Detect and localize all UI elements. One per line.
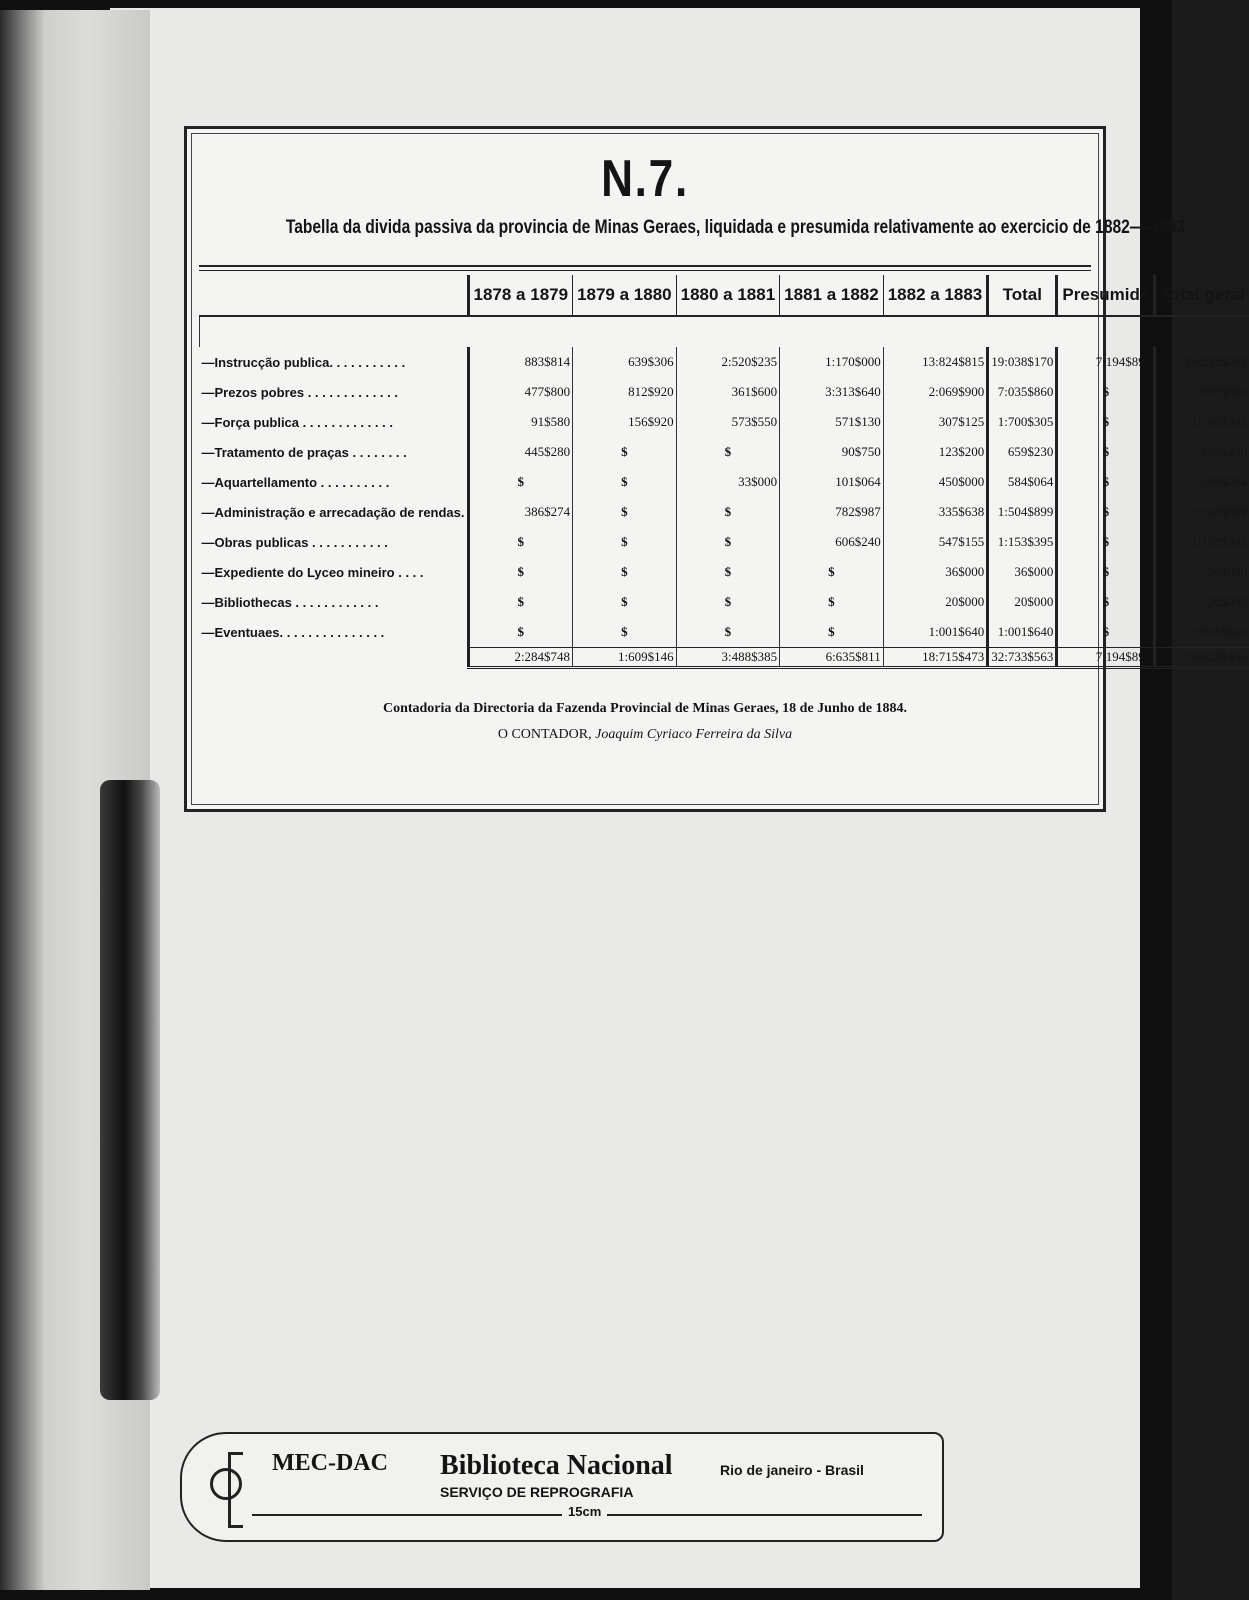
table-cell: 101$064 xyxy=(780,467,884,497)
column-header: 1879 a 1880 xyxy=(573,275,677,316)
stamp-library-name: Biblioteca Nacional xyxy=(440,1450,673,1481)
table-cell: $ xyxy=(676,617,780,648)
table-frame xyxy=(184,126,1248,812)
table-cell: $ xyxy=(1057,377,1155,407)
table-cell: $ xyxy=(573,497,677,527)
table-cell: 307$125 xyxy=(883,407,988,437)
table-cell: 584$064 xyxy=(988,467,1057,497)
column-header: 1878 a 1879 xyxy=(468,275,573,316)
table-row xyxy=(200,557,1249,587)
footer-signature xyxy=(187,727,1103,743)
table-cell: 36$000 xyxy=(1155,557,1249,587)
table-cell: 20$000 xyxy=(883,587,988,617)
table-cell: 659$230 xyxy=(988,437,1057,467)
table-cell: 26:233$063 xyxy=(1155,347,1249,377)
footer-office-date: Contadoria da Directoria da Fazenda Provincial de Minas Geraes, 18 de Junho de 1884. xyxy=(382,701,908,716)
table-row xyxy=(200,437,1249,467)
table-cell: 659$230 xyxy=(1155,437,1249,467)
stamp-scale-label: 15cm xyxy=(562,1504,607,1519)
column-header: 1881 a 1882 xyxy=(780,275,884,316)
table-cell: $ xyxy=(573,617,677,648)
table-cell: $ xyxy=(676,557,780,587)
table-cell: 1:170$000 xyxy=(780,347,884,377)
table-cell: $ xyxy=(1057,497,1155,527)
debt-table xyxy=(199,275,1249,669)
header-rule xyxy=(200,316,1249,347)
stamp-service: SERVIÇO DE REPROGRAFIA xyxy=(440,1484,634,1500)
table-cell: 20$000 xyxy=(1155,587,1249,617)
table-cell: 2:069$900 xyxy=(883,377,988,407)
table-cell: $ xyxy=(468,527,573,557)
table-cell: $ xyxy=(1057,407,1155,437)
total-cell: 32:733$563 xyxy=(988,648,1057,668)
table-cell: 7:035$860 xyxy=(1155,377,1249,407)
table-cell: $ xyxy=(573,437,677,467)
table-cell: 1:504$899 xyxy=(1155,497,1249,527)
table-title: Tabella da divida passiva da provincia de Minas Geraes, liquidada e presumida relativamente ao exercicio de 1882—-1883 xyxy=(285,217,1186,238)
table-cell: 90$750 xyxy=(780,437,884,467)
table-cell: $ xyxy=(676,587,780,617)
table-cell: 571$130 xyxy=(780,407,884,437)
table-cell: 36$000 xyxy=(988,557,1057,587)
table-cell: 335$638 xyxy=(883,497,988,527)
table-cell: 1:700$305 xyxy=(988,407,1057,437)
totals-row xyxy=(200,648,1249,668)
row-label: —Administração e arrecadação de rendas. xyxy=(201,504,465,520)
table-cell: 1:001$640 xyxy=(1155,617,1249,648)
column-header: Presumida xyxy=(1057,275,1155,316)
table-cell: $ xyxy=(468,617,573,648)
table-cell: 33$000 xyxy=(676,467,780,497)
table-cell: $ xyxy=(468,467,573,497)
total-cell: 3:488$385 xyxy=(676,648,780,668)
table-cell: 883$814 xyxy=(468,347,573,377)
table-cell: 1:153$395 xyxy=(1155,527,1249,557)
table-row xyxy=(200,407,1249,437)
table-cell: 450$000 xyxy=(883,467,988,497)
table-cell: $ xyxy=(780,617,884,648)
binding-shadow xyxy=(100,780,160,1400)
table-cell: 782$987 xyxy=(780,497,884,527)
stamp-bracket xyxy=(228,1452,243,1528)
column-header: Total xyxy=(988,275,1057,316)
table-cell: 7:194$893 xyxy=(1057,347,1155,377)
library-stamp xyxy=(180,1432,944,1542)
table-row xyxy=(200,377,1249,407)
table-cell: 156$920 xyxy=(573,407,677,437)
row-label: —Expediente do Lyceo mineiro . . . . xyxy=(201,564,424,580)
table-row xyxy=(200,347,1249,377)
contador-label: O CONTADOR, xyxy=(497,727,592,742)
table-cell: $ xyxy=(676,437,780,467)
table-cell: $ xyxy=(468,587,573,617)
row-label: —Força publica . . . . . . . . . . . . . xyxy=(201,414,393,430)
table-cell: $ xyxy=(676,527,780,557)
table-cell: $ xyxy=(573,587,677,617)
stamp-city: Rio de janeiro - Brasil xyxy=(720,1462,864,1478)
table-cell: 386$274 xyxy=(468,497,573,527)
table-cell: $ xyxy=(573,467,677,497)
column-header: Total geral xyxy=(1155,275,1249,316)
table-cell: 477$800 xyxy=(468,377,573,407)
table-cell: 7:035$860 xyxy=(988,377,1057,407)
table-row xyxy=(200,617,1249,648)
table-row xyxy=(200,497,1249,527)
table-cell: 1:001$640 xyxy=(988,617,1057,648)
table-cell: 445$280 xyxy=(468,437,573,467)
table-cell: 812$920 xyxy=(573,377,677,407)
table-cell: 36$000 xyxy=(883,557,988,587)
title-rule xyxy=(199,265,1091,271)
table-cell: 573$550 xyxy=(676,407,780,437)
table-cell: 1:001$640 xyxy=(883,617,988,648)
total-cell: 6:635$811 xyxy=(780,648,884,668)
table-cell: 13:824$815 xyxy=(883,347,988,377)
column-header: 1880 a 1881 xyxy=(676,275,780,316)
table-cell: $ xyxy=(1057,437,1155,467)
table-cell: $ xyxy=(780,587,884,617)
table-cell: 584$064 xyxy=(1155,467,1249,497)
table-cell: $ xyxy=(1057,587,1155,617)
table-cell: 361$600 xyxy=(676,377,780,407)
header-rule-cell xyxy=(200,316,1249,347)
table-cell: 639$306 xyxy=(573,347,677,377)
row-label: —Instrucção publica. . . . . . . . . . . xyxy=(201,354,406,370)
header-row xyxy=(200,275,1249,316)
row-label: —Prezos pobres . . . . . . . . . . . . . xyxy=(201,384,398,400)
row-label: —Eventuaes. . . . . . . . . . . . . . . xyxy=(201,624,385,640)
table-cell: $ xyxy=(1057,617,1155,648)
table-row xyxy=(200,527,1249,557)
table-row xyxy=(200,467,1249,497)
column-header: 1882 a 1883 xyxy=(883,275,988,316)
table-cell: $ xyxy=(573,527,677,557)
table-cell: $ xyxy=(573,557,677,587)
row-label: —Bibliothecas . . . . . . . . . . . . xyxy=(201,594,379,610)
row-label: —Aquartellamento . . . . . . . . . . xyxy=(201,474,390,490)
table-cell: 606$240 xyxy=(780,527,884,557)
total-cell: 7:194$893 xyxy=(1057,648,1155,668)
table-cell: $ xyxy=(1057,527,1155,557)
totals-label xyxy=(200,648,469,668)
total-cell: 1:609$146 xyxy=(573,648,677,668)
total-cell: 18:715$473 xyxy=(883,648,988,668)
row-label: —Obras publicas . . . . . . . . . . . xyxy=(201,534,388,550)
row-label: —Tratamento de praças . . . . . . . . xyxy=(201,444,407,460)
table-cell: 20$000 xyxy=(988,587,1057,617)
row-label-header xyxy=(200,275,469,316)
table-cell: $ xyxy=(1057,557,1155,587)
stamp-mec-dac: MEC-DAC xyxy=(272,1450,388,1476)
table-cell: $ xyxy=(780,557,884,587)
table-body xyxy=(200,347,1249,668)
table-cell: $ xyxy=(676,497,780,527)
table-cell: 3:313$640 xyxy=(780,377,884,407)
table-cell: $ xyxy=(1057,467,1155,497)
table-cell: 1:700$305 xyxy=(1155,407,1249,437)
table-cell: 1:153$395 xyxy=(988,527,1057,557)
table-cell: 123$200 xyxy=(883,437,988,467)
table-cell: 91$580 xyxy=(468,407,573,437)
total-cell: 2:284$748 xyxy=(468,648,573,668)
table-cell: 547$155 xyxy=(883,527,988,557)
table-cell: 19:038$170 xyxy=(988,347,1057,377)
table-row xyxy=(200,587,1249,617)
table-cell: $ xyxy=(468,557,573,587)
table-number: N.7. xyxy=(601,150,689,208)
total-cell: 39:928$456 xyxy=(1155,648,1249,668)
signatory-name: Joaquim Cyriaco Ferreira da Silva xyxy=(595,727,793,742)
table-cell: 2:520$235 xyxy=(676,347,780,377)
table-cell: 1:504$899 xyxy=(988,497,1057,527)
